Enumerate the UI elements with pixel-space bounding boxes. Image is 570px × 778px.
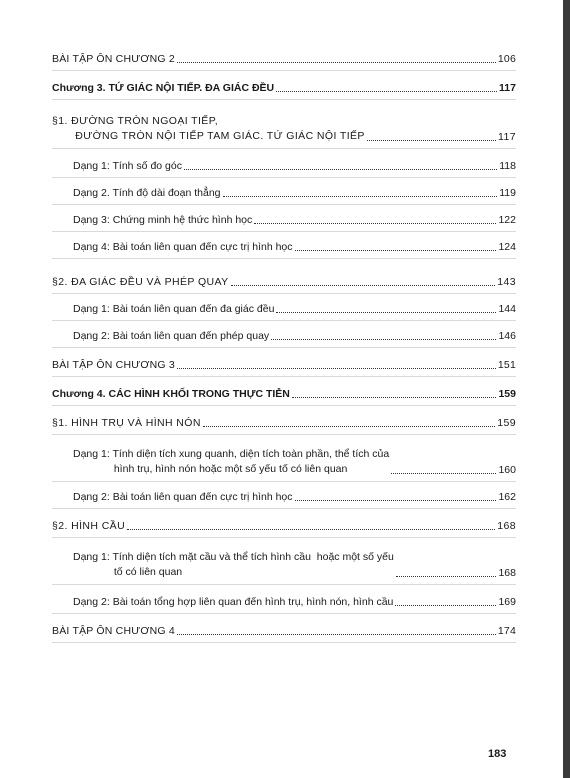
toc-entry-dang xyxy=(52,159,516,178)
toc-entry-title: Dạng 2: Bài toán liên quan đến cực trị hình học xyxy=(73,491,293,503)
toc-entry-page: 159 xyxy=(498,388,516,400)
toc-entry-page: 168 xyxy=(497,520,516,532)
toc-entry-page: 151 xyxy=(497,359,516,371)
toc-entry-page: 122 xyxy=(498,214,516,226)
toc-entry-page: 119 xyxy=(499,187,516,199)
toc-entry-review xyxy=(52,358,516,377)
dot-leader xyxy=(276,311,496,313)
toc-entry-review xyxy=(52,52,516,71)
dot-leader xyxy=(254,222,496,224)
toc-entry-dang xyxy=(52,329,516,348)
toc-entry-title: Dạng 1: Tính diện tích xung quanh, diện tích toàn phần, thể tích của hình trụ, hình nón hoặc một số yếu tố có liên quan xyxy=(73,448,390,475)
dot-leader xyxy=(295,499,497,501)
dot-leader xyxy=(184,168,497,170)
toc-entry-dang xyxy=(52,302,516,321)
dot-leader xyxy=(231,284,496,286)
toc-entry-title: Dạng 2: Bài toán tổng hợp liên quan đến hình trụ, hình nón, hình cầu xyxy=(73,596,394,608)
toc-entry-dang xyxy=(52,447,516,482)
toc-entry-title: Dạng 1: Tính số đo góc xyxy=(73,160,182,172)
book-spine-edge xyxy=(563,0,570,778)
toc-entry-page: 117 xyxy=(499,82,516,94)
dot-leader xyxy=(367,139,496,141)
toc-entry-section xyxy=(52,416,516,435)
toc-entry-title: BÀI TẬP ÔN CHƯƠNG 3 xyxy=(52,359,175,371)
toc-entry-title: Chương 3. TỨ GIÁC NỘI TIẾP. ĐA GIÁC ĐỀU xyxy=(52,82,275,94)
toc-entry-dang xyxy=(52,490,516,509)
dot-leader xyxy=(292,396,497,398)
toc-entry-title: Dạng 1: Bài toán liên quan đến đa giác đều xyxy=(73,303,275,315)
toc-entry-page: 117 xyxy=(498,131,516,143)
toc-entry-title: §2. HÌNH CẦU xyxy=(52,520,126,532)
table-of-contents xyxy=(52,52,516,643)
toc-entry-dang xyxy=(52,550,516,585)
dot-leader xyxy=(127,528,495,530)
dot-leader xyxy=(177,633,496,635)
toc-entry-title: §1. HÌNH TRỤ VÀ HÌNH NÓN xyxy=(52,417,201,429)
toc-entry-page: 146 xyxy=(498,330,516,342)
dot-leader xyxy=(177,367,496,369)
toc-entry-title: Dạng 1: Tính diện tích mặt cầu và thể tích hình cầu hoặc một số yếu tố có liên quan xyxy=(73,551,394,578)
toc-entry-page: 160 xyxy=(498,464,516,476)
toc-entry-page: 143 xyxy=(497,276,516,288)
toc-entry-page: 144 xyxy=(498,303,516,315)
toc-entry-chapter xyxy=(52,387,516,406)
toc-entry-chapter xyxy=(52,81,516,100)
toc-entry-title: BÀI TẬP ÔN CHƯƠNG 4 xyxy=(52,625,175,637)
dot-leader xyxy=(203,425,495,427)
toc-entry-page: 169 xyxy=(498,596,516,608)
toc-entry-page: 159 xyxy=(497,417,516,429)
toc-entry-page: 168 xyxy=(498,567,516,579)
toc-entry-page: 118 xyxy=(499,160,516,172)
dot-leader xyxy=(395,604,496,606)
toc-entry-title: §1. ĐƯỜNG TRÒN NGOẠI TIẾP, ĐƯỜNG TRÒN NỘI TIẾP TAM GIÁC. TỨ GIÁC NỘI TIẾP xyxy=(52,115,365,142)
toc-entry-review xyxy=(52,624,516,643)
dot-leader xyxy=(391,472,496,474)
toc-entry-title: BÀI TẬP ÔN CHƯƠNG 2 xyxy=(52,53,175,65)
toc-entry-title: Dạng 3: Chứng minh hệ thức hình học xyxy=(73,214,253,226)
toc-entry-section xyxy=(52,275,516,294)
toc-entry-page: 106 xyxy=(497,53,516,65)
toc-entry-dang xyxy=(52,186,516,205)
toc-entry-page: 124 xyxy=(498,241,516,253)
toc-entry-dang xyxy=(52,595,516,614)
toc-entry-title: Chương 4. CÁC HÌNH KHỐI TRONG THỰC TIỄN xyxy=(52,388,290,400)
toc-entry-title: Dạng 4: Bài toán liên quan đến cực trị hình học xyxy=(73,241,293,253)
toc-entry-section xyxy=(52,519,516,538)
toc-entry-page: 162 xyxy=(498,491,516,503)
toc-entry-page: 174 xyxy=(497,625,516,637)
dot-leader xyxy=(276,90,497,92)
dot-leader xyxy=(295,249,497,251)
toc-entry-section xyxy=(52,114,516,149)
toc-entry-title: Dạng 2: Bài toán liên quan đến phép quay xyxy=(73,330,270,342)
dot-leader xyxy=(396,575,497,577)
toc-entry-title: §2. ĐA GIÁC ĐỀU VÀ PHÉP QUAY xyxy=(52,276,229,288)
dot-leader xyxy=(271,338,496,340)
toc-entry-dang xyxy=(52,213,516,232)
toc-entry-dang xyxy=(52,240,516,259)
toc-entry-title: Dạng 2. Tính độ dài đoạn thẳng xyxy=(73,187,221,199)
page-number: 183 xyxy=(488,748,507,760)
dot-leader xyxy=(177,61,496,63)
dot-leader xyxy=(223,195,498,197)
